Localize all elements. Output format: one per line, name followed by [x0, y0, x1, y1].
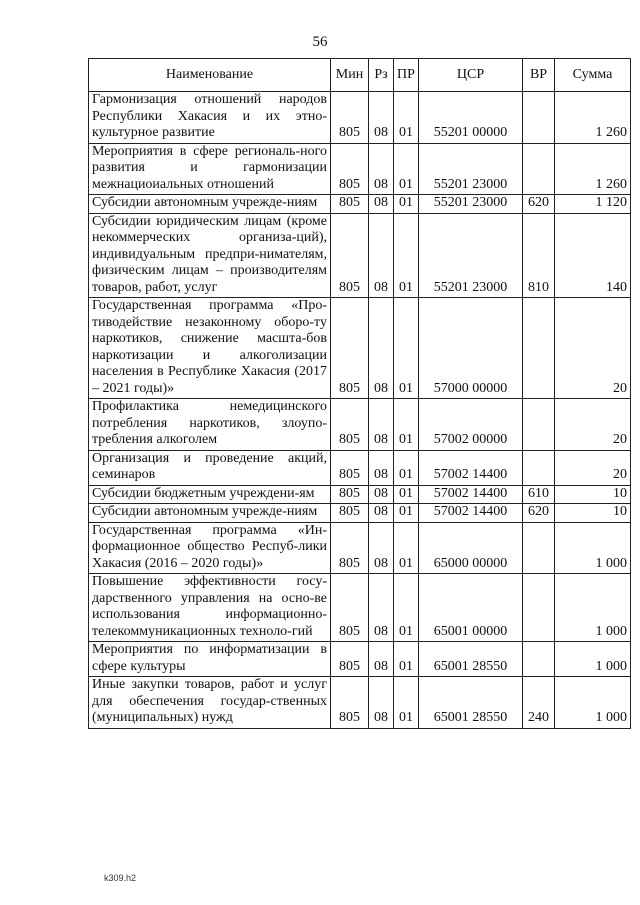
cell-csr: 55201 23000 — [419, 195, 523, 214]
cell-pr: 01 — [394, 143, 419, 195]
cell-rz: 08 — [369, 92, 394, 144]
cell-vr — [523, 399, 555, 451]
cell-pr: 01 — [394, 677, 419, 729]
table-row — [89, 143, 631, 195]
cell-min: 805 — [331, 92, 369, 144]
cell-vr — [523, 522, 555, 574]
cell-rz: 08 — [369, 213, 394, 298]
cell-vr: 610 — [523, 485, 555, 504]
cell-rz: 08 — [369, 195, 394, 214]
cell-vr: 240 — [523, 677, 555, 729]
cell-rz: 08 — [369, 522, 394, 574]
cell-csr: 55201 00000 — [419, 92, 523, 144]
cell-rz: 08 — [369, 504, 394, 523]
table-row — [89, 298, 631, 399]
cell-rz: 08 — [369, 298, 394, 399]
cell-min: 805 — [331, 504, 369, 523]
cell-csr: 55201 23000 — [419, 143, 523, 195]
cell-rz: 08 — [369, 485, 394, 504]
cell-sum: 20 — [555, 298, 631, 399]
cell-sum: 20 — [555, 399, 631, 451]
cell-min: 805 — [331, 213, 369, 298]
header-pr: ПР — [394, 59, 419, 92]
header-min: Мин — [331, 59, 369, 92]
cell-rz: 08 — [369, 642, 394, 677]
cell-sum: 1 000 — [555, 522, 631, 574]
table-row — [89, 504, 631, 523]
cell-name: Организация и проведение акций, семинаров — [89, 450, 331, 485]
cell-pr: 01 — [394, 298, 419, 399]
cell-rz: 08 — [369, 574, 394, 642]
header-csr: ЦСР — [419, 59, 523, 92]
cell-name: Иные закупки товаров, работ и услуг для обеспечения государ-ственных (муниципальных) нужд — [89, 677, 331, 729]
cell-sum: 10 — [555, 504, 631, 523]
cell-name: Субсидии автономным учрежде-ниям — [89, 195, 331, 214]
table-row — [89, 450, 631, 485]
cell-min: 805 — [331, 485, 369, 504]
cell-min: 805 — [331, 195, 369, 214]
cell-sum: 10 — [555, 485, 631, 504]
cell-pr: 01 — [394, 574, 419, 642]
cell-name: Субсидии бюджетным учреждени-ям — [89, 485, 331, 504]
cell-vr: 620 — [523, 504, 555, 523]
cell-sum: 20 — [555, 450, 631, 485]
cell-pr: 01 — [394, 522, 419, 574]
cell-name: Государственная программа «Про-тиводействие незаконному оборо-ту наркотиков, снижение масшта-бов наркотизации и алкоголизации населения в Республике Хакасия (2017 – 2021 годы)» — [89, 298, 331, 399]
cell-min: 805 — [331, 399, 369, 451]
cell-csr: 65001 28550 — [419, 677, 523, 729]
cell-rz: 08 — [369, 399, 394, 451]
cell-rz: 08 — [369, 450, 394, 485]
cell-pr: 01 — [394, 504, 419, 523]
cell-vr — [523, 92, 555, 144]
cell-csr: 57002 14400 — [419, 450, 523, 485]
cell-min: 805 — [331, 677, 369, 729]
cell-csr: 57000 00000 — [419, 298, 523, 399]
cell-name: Субсидии юридическим лицам (кроме некоммерческих организа-ций), индивидуальным предпри-нимателям, физическим лицам – производителям товаров, работ, услуг — [89, 213, 331, 298]
cell-rz: 08 — [369, 143, 394, 195]
cell-min: 805 — [331, 642, 369, 677]
table-row — [89, 574, 631, 642]
cell-min: 805 — [331, 298, 369, 399]
cell-min: 805 — [331, 522, 369, 574]
cell-name: Мероприятия в сфере региональ-ного развития и гармонизации межнациоиальных отношений — [89, 143, 331, 195]
cell-name: Мероприятия по информатизации в сфере культуры — [89, 642, 331, 677]
cell-csr: 65001 28550 — [419, 642, 523, 677]
cell-sum: 1 000 — [555, 574, 631, 642]
cell-csr: 65000 00000 — [419, 522, 523, 574]
cell-vr — [523, 574, 555, 642]
cell-sum: 1 120 — [555, 195, 631, 214]
table-row — [89, 677, 631, 729]
cell-sum: 1 260 — [555, 92, 631, 144]
page-number: 56 — [312, 34, 328, 50]
cell-sum: 1 000 — [555, 642, 631, 677]
table-row — [89, 195, 631, 214]
cell-name: Субсидии автономным учрежде-ниям — [89, 504, 331, 523]
cell-name: Государственная программа «Ин-формационное общество Респуб-лики Хакасия (2016 – 2020 годы)» — [89, 522, 331, 574]
cell-vr: 810 — [523, 213, 555, 298]
cell-vr — [523, 143, 555, 195]
cell-rz: 08 — [369, 677, 394, 729]
cell-pr: 01 — [394, 642, 419, 677]
cell-name: Повышение эффективности госу-дарственного управления на осно-ве использования информационно-телекоммуникационных техноло-гий — [89, 574, 331, 642]
cell-sum: 1 260 — [555, 143, 631, 195]
cell-vr — [523, 642, 555, 677]
header-rz: Рз — [369, 59, 394, 92]
footer-code: k309.h2 — [104, 873, 137, 883]
cell-sum: 140 — [555, 213, 631, 298]
cell-min: 805 — [331, 574, 369, 642]
cell-csr: 57002 14400 — [419, 504, 523, 523]
cell-sum: 1 000 — [555, 677, 631, 729]
cell-csr: 57002 14400 — [419, 485, 523, 504]
cell-vr — [523, 298, 555, 399]
table-header-row — [89, 59, 631, 92]
table-row — [89, 522, 631, 574]
table-row — [89, 399, 631, 451]
budget-table — [88, 58, 631, 729]
cell-name: Профилактика немедицинского потребления наркотиков, злоупо-требления алкоголем — [89, 399, 331, 451]
cell-pr: 01 — [394, 450, 419, 485]
header-sum: Сумма — [555, 59, 631, 92]
table-row — [89, 92, 631, 144]
header-name: Наименование — [89, 59, 331, 92]
cell-pr: 01 — [394, 195, 419, 214]
cell-pr: 01 — [394, 92, 419, 144]
cell-csr: 65001 00000 — [419, 574, 523, 642]
cell-min: 805 — [331, 143, 369, 195]
table-row — [89, 485, 631, 504]
cell-min: 805 — [331, 450, 369, 485]
table-row — [89, 213, 631, 298]
cell-name: Гармонизация отношений народов Республики Хакасия и их этно-культурное развитие — [89, 92, 331, 144]
cell-pr: 01 — [394, 213, 419, 298]
cell-csr: 55201 23000 — [419, 213, 523, 298]
cell-pr: 01 — [394, 399, 419, 451]
cell-pr: 01 — [394, 485, 419, 504]
cell-csr: 57002 00000 — [419, 399, 523, 451]
cell-vr: 620 — [523, 195, 555, 214]
header-vr: ВР — [523, 59, 555, 92]
table-row — [89, 642, 631, 677]
cell-vr — [523, 450, 555, 485]
